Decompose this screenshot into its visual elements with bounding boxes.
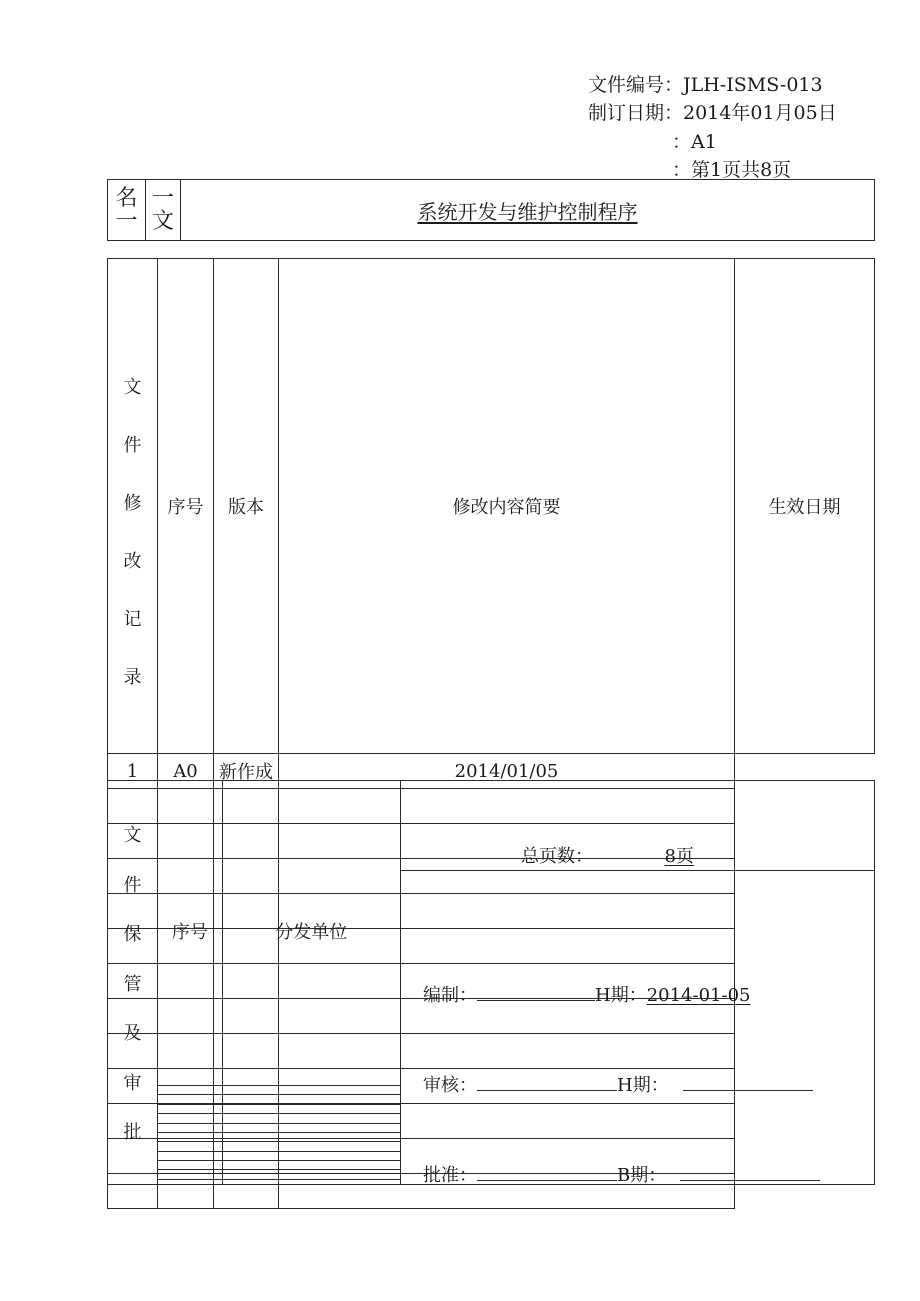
dist-serial — [158, 1095, 222, 1104]
dist-serial — [158, 1086, 222, 1095]
distribution-row — [158, 1095, 400, 1104]
distribution-row — [158, 1086, 400, 1095]
approve-line: 批准： B期： — [423, 1161, 820, 1185]
dist-unit — [222, 1095, 400, 1104]
dist-serial — [158, 1160, 222, 1169]
header-version: 版本 — [214, 259, 279, 754]
dist-header-serial: 序号 — [158, 781, 222, 1081]
title-label-mid: 一 文 — [146, 180, 181, 241]
distribution-list — [158, 781, 401, 1185]
dist-serial — [158, 1142, 222, 1151]
revision-date: 制订日期：2014年01月05日 — [588, 102, 837, 124]
dist-unit — [222, 1114, 400, 1123]
total-pages-value: 8页 — [664, 846, 694, 867]
dist-unit — [222, 1104, 400, 1113]
dist-unit — [222, 1160, 400, 1169]
header-effective-date: 生效日期 — [735, 259, 875, 754]
distribution-approval-table — [107, 780, 875, 1185]
dist-serial — [158, 1114, 222, 1123]
dist-unit — [222, 1132, 400, 1141]
dist-serial — [158, 1132, 222, 1141]
dist-serial — [158, 1151, 222, 1160]
distribution-row — [158, 1132, 400, 1141]
compile-date: 2014-01-05 — [646, 985, 751, 1006]
distribution-row — [158, 1151, 400, 1160]
compile-line: 编制： H期：2014-01-05 — [423, 985, 751, 1006]
distribution-row — [158, 1170, 400, 1179]
total-pages-cell — [401, 781, 875, 871]
distribution-side-label: 文 件 保 管 及 审 批 — [108, 781, 158, 1185]
revision-side-label: 文 件 修 改 记 录 — [108, 259, 158, 754]
dist-header-unit: 分发单位 — [275, 921, 348, 943]
row-version: A0 — [158, 754, 214, 789]
dist-serial — [158, 1170, 222, 1179]
row-summary: 新作成 — [214, 754, 279, 789]
title-box — [107, 179, 875, 241]
version: ：A1 — [672, 131, 717, 153]
title-label-left: 名 一 — [108, 180, 146, 241]
total-pages-label: 总页数： — [521, 846, 593, 867]
dist-unit — [222, 1123, 400, 1132]
dist-serial — [158, 1179, 222, 1184]
header-change-summary: 修改内容简要 — [279, 259, 735, 754]
document-title: 系统开发与维护控制程序 — [181, 180, 875, 241]
distribution-row — [158, 1179, 400, 1184]
dist-serial — [158, 1123, 222, 1132]
row-serial: 1 — [108, 754, 158, 789]
distribution-row — [158, 1104, 400, 1113]
dist-unit — [222, 1142, 400, 1151]
doc-number: 文件编号：JLH-ISMS-013 — [588, 74, 823, 96]
distribution-row — [158, 1123, 400, 1132]
dist-unit — [222, 1086, 400, 1095]
revision-header-row — [108, 259, 875, 754]
page-indicator: ：第1页共8页 — [672, 159, 792, 181]
approval-cell — [401, 871, 875, 1185]
dist-unit — [222, 1179, 400, 1184]
header-serial: 序号 — [158, 259, 214, 754]
dist-serial — [158, 1104, 222, 1113]
distribution-row — [158, 1114, 400, 1123]
review-line: 审核： H期： — [423, 1071, 813, 1097]
dist-unit — [222, 1170, 400, 1179]
row-date: 2014/01/05 — [279, 754, 735, 789]
distribution-row — [158, 1142, 400, 1151]
distribution-row — [158, 1160, 400, 1169]
dist-unit — [222, 1151, 400, 1160]
